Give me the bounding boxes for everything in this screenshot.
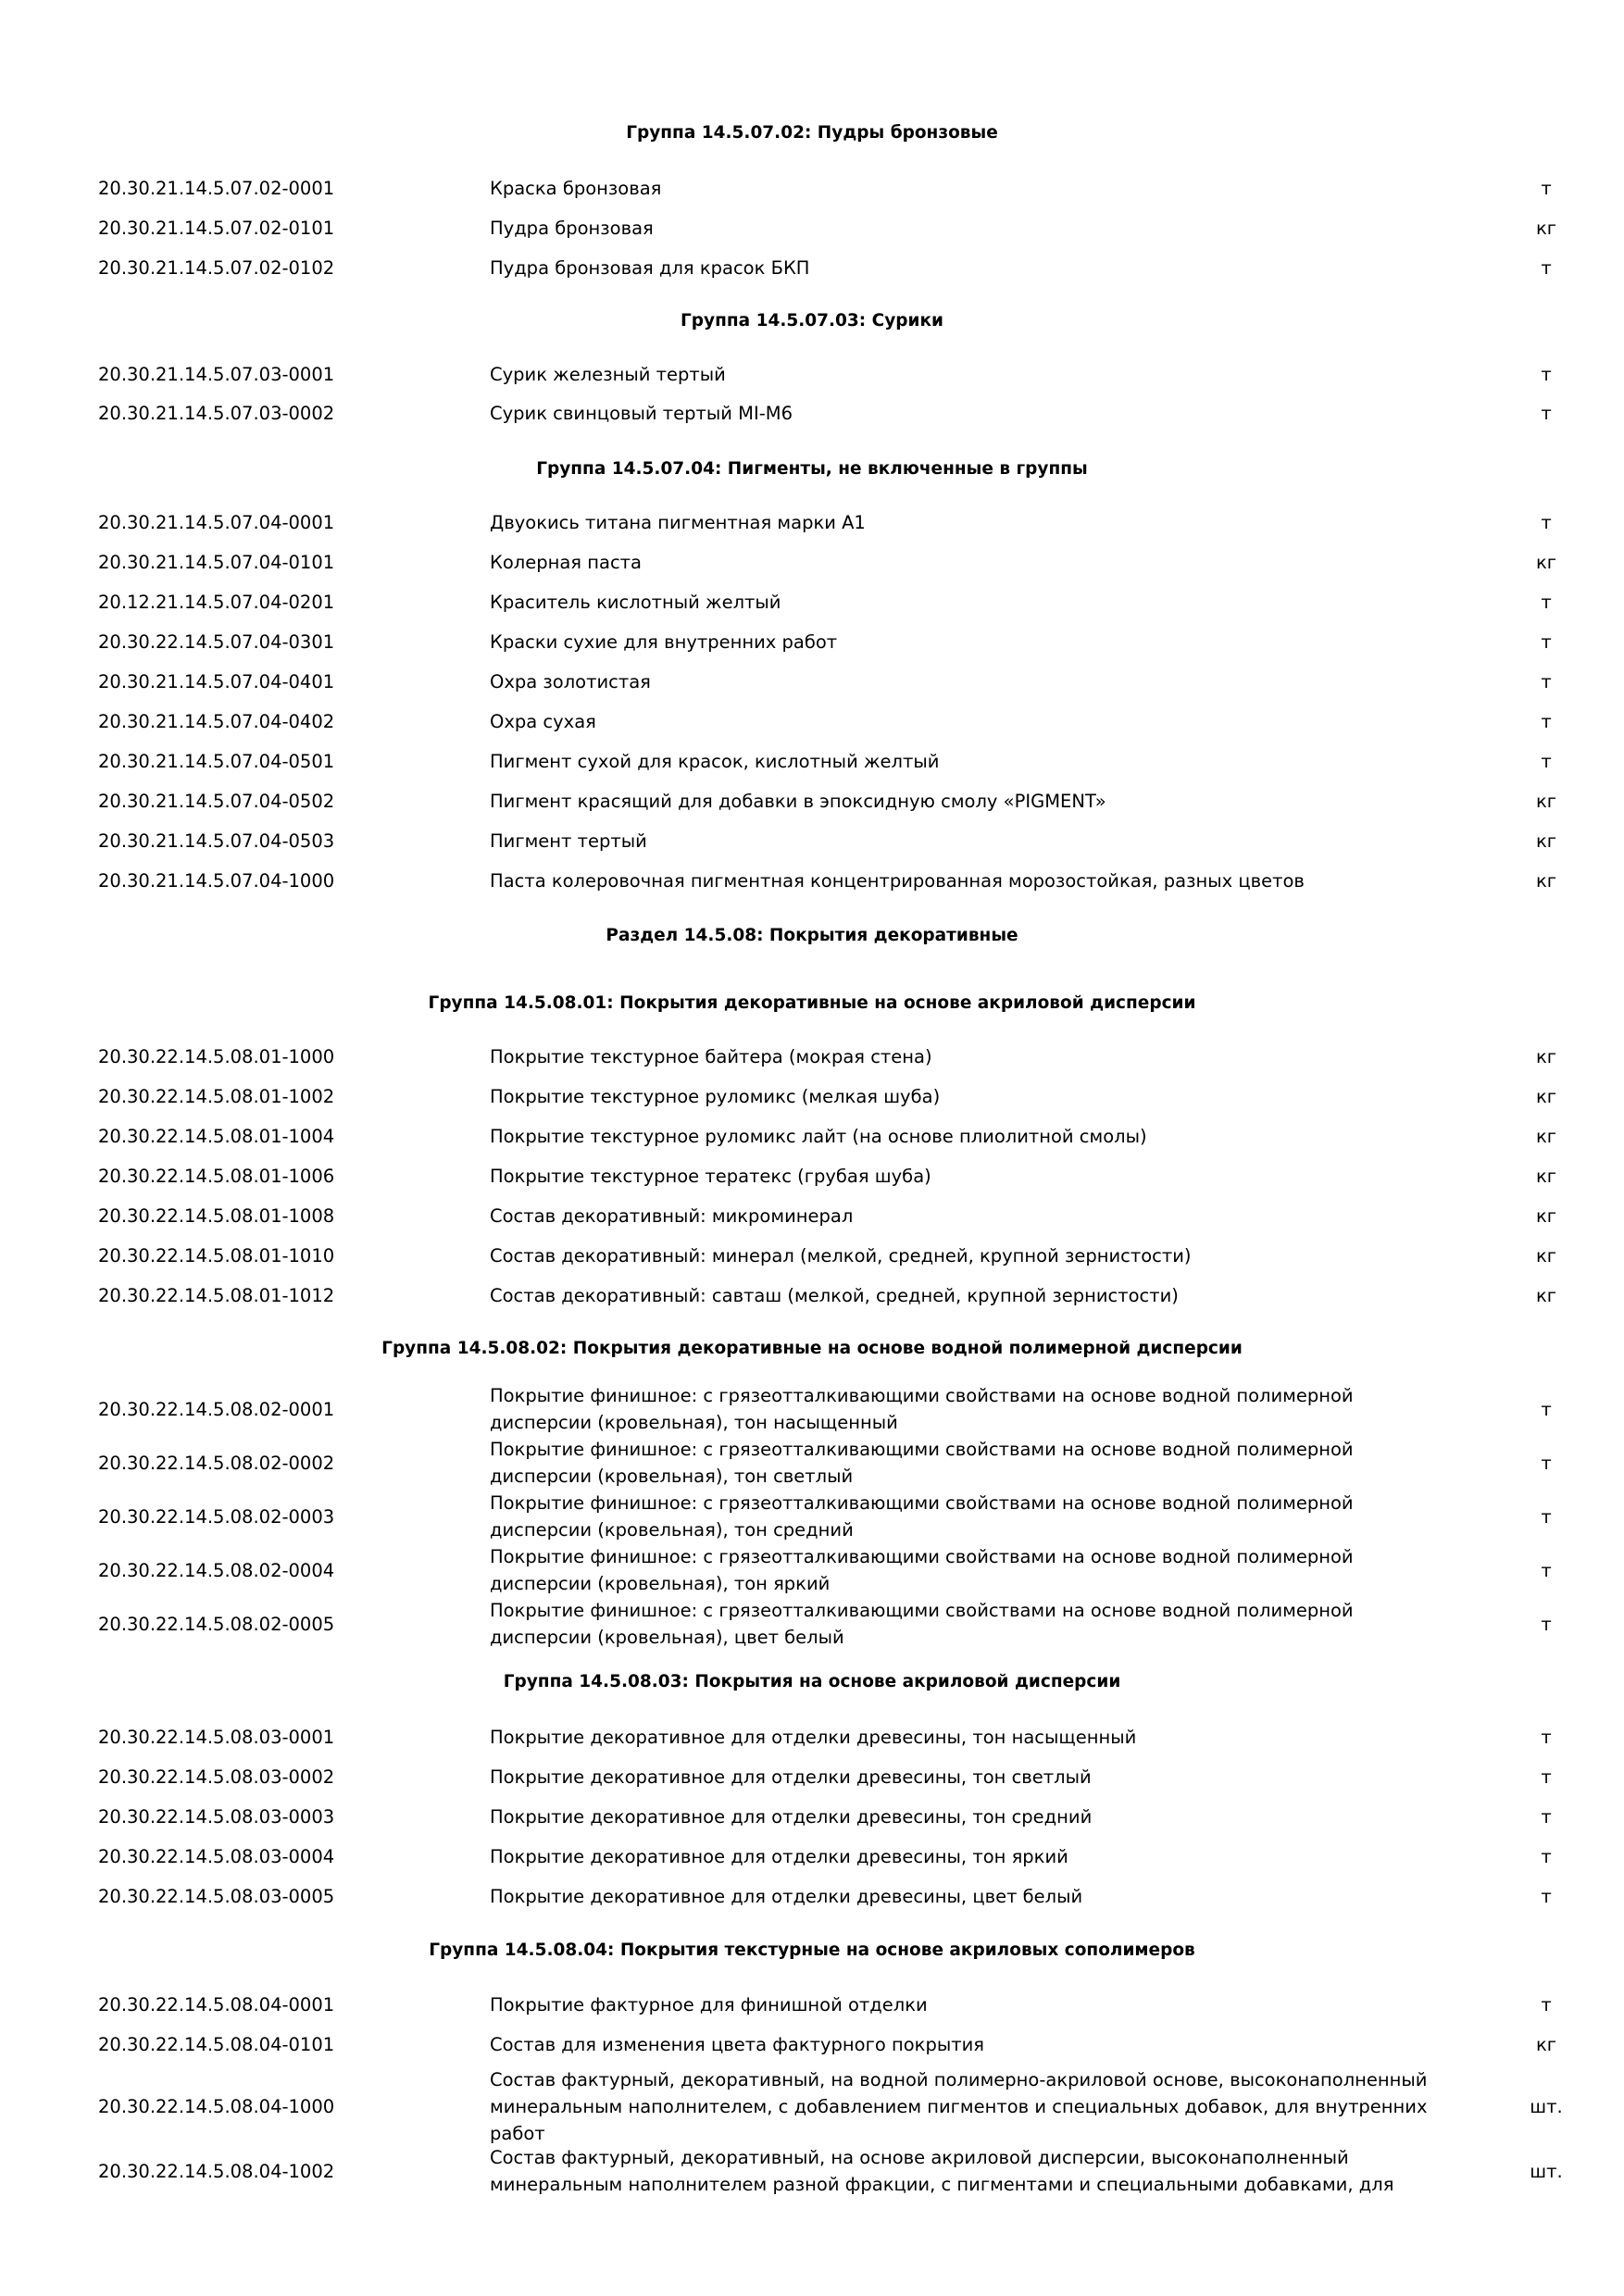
row-code: 20.30.22.14.5.08.01-1002 (98, 1085, 335, 1107)
row-description: Покрытие текстурное тератекс (грубая шуба) (490, 1165, 931, 1187)
row-unit: кг (1535, 1085, 1557, 1107)
row-unit: т (1541, 630, 1552, 653)
row-unit: т (1541, 1505, 1552, 1528)
row-code: 20.30.22.14.5.08.03-0002 (98, 1766, 335, 1788)
row-unit: кг (1535, 2033, 1557, 2055)
row-description: Пигмент тертый (490, 830, 647, 852)
section-header: Группа 14.5.08.03: Покрытия на основе акриловой дисперсии (503, 1672, 1121, 1691)
row-unit: шт. (1530, 2095, 1563, 2117)
row-description: Покрытие фактурное для финишной отделки (490, 1993, 928, 2015)
row-unit: т (1541, 710, 1552, 732)
row-description: Паста колеровочная пигментная концентрированная морозостойкая, разных цветов (490, 869, 1305, 892)
row-description: Покрытие текстурное руломикс (мелкая шуба) (490, 1085, 941, 1107)
row-description: Покрытие декоративное для отделки древесины, тон светлый (490, 1766, 1092, 1788)
row-code: 20.30.22.14.5.08.02-0002 (98, 1452, 335, 1474)
row-code: 20.30.21.14.5.07.04-0001 (98, 511, 335, 533)
row-description: Сурик свинцовый тертый MI-M6 (490, 402, 793, 424)
row-description: Состав фактурный, декоративный, на основе акриловой дисперсии, высоконаполненный минеральным наполнителем разной фракции, с пигментами и специальными добавками, для (490, 2147, 1394, 2195)
row-description: Краска бронзовая (490, 177, 662, 199)
row-unit: кг (1535, 869, 1557, 892)
row-unit: т (1541, 402, 1552, 424)
row-code: 20.30.21.14.5.07.02-0102 (98, 256, 335, 279)
row-code: 20.30.21.14.5.07.04-0503 (98, 830, 335, 852)
row-unit: т (1541, 591, 1552, 613)
row-code: 20.30.21.14.5.07.04-0401 (98, 670, 335, 693)
row-unit: кг (1535, 1165, 1557, 1187)
row-unit: кг (1535, 217, 1557, 239)
row-code: 20.30.22.14.5.08.01-1010 (98, 1244, 335, 1267)
row-unit: кг (1535, 551, 1557, 573)
section-header: Группа 14.5.07.03: Сурики (681, 311, 943, 331)
row-unit: т (1541, 1613, 1552, 1635)
row-unit: т (1541, 511, 1552, 533)
row-description: Покрытие текстурное руломикс лайт (на основе плиолитной смолы) (490, 1125, 1147, 1147)
row-code: 20.30.21.14.5.07.04-0501 (98, 750, 335, 772)
row-code: 20.30.21.14.5.07.03-0001 (98, 363, 335, 385)
row-description: Состав фактурный, декоративный, на водной полимерно-акриловой основе, высоконаполненный минеральным наполнителем, с добавлением пигментов и специальных добавок, для внутренних работ (490, 2068, 1428, 2144)
row-code: 20.30.22.14.5.08.03-0003 (98, 1805, 335, 1828)
row-description: Покрытие декоративное для отделки древесины, тон средний (490, 1805, 1093, 1828)
row-code: 20.30.21.14.5.07.04-0402 (98, 710, 335, 732)
row-unit: т (1541, 1993, 1552, 2015)
row-unit: кг (1535, 1244, 1557, 1267)
row-description: Покрытие декоративное для отделки древесины, тон яркий (490, 1845, 1068, 1867)
row-code: 20.30.22.14.5.08.04-1002 (98, 2160, 335, 2182)
row-unit: т (1541, 1845, 1552, 1867)
section-header: Группа 14.5.08.01: Покрытия декоративные на основе акриловой дисперсии (428, 993, 1196, 1013)
row-description: Охра золотистая (490, 670, 651, 693)
row-description: Сурик железный тертый (490, 363, 726, 385)
section-header: Группа 14.5.08.04: Покрытия текстурные на основе акриловых сополимеров (429, 1940, 1195, 1960)
row-code: 20.30.21.14.5.07.02-0101 (98, 217, 335, 239)
section-header: Группа 14.5.07.04: Пигменты, не включенные в группы (536, 459, 1088, 479)
row-code: 20.30.21.14.5.07.04-0502 (98, 790, 335, 812)
row-description: Состав декоративный: микроминерал (490, 1204, 854, 1227)
row-description: Покрытие финишное: с грязеотталкивающими свойствами на основе водной полимерной дисперсии (кровельная), цвет белый (490, 1600, 1354, 1648)
row-description: Покрытие декоративное для отделки древесины, цвет белый (490, 1885, 1083, 1907)
row-code: 20.12.21.14.5.07.04-0201 (98, 591, 335, 613)
row-description: Пудра бронзовая (490, 217, 654, 239)
row-code: 20.30.21.14.5.07.04-1000 (98, 869, 335, 892)
row-code: 20.30.22.14.5.08.01-1004 (98, 1125, 335, 1147)
row-code: 20.30.22.14.5.08.03-0001 (98, 1726, 335, 1748)
section-header: Раздел 14.5.08: Покрытия декоративные (606, 926, 1018, 945)
row-unit: т (1541, 750, 1552, 772)
row-unit: т (1541, 1885, 1552, 1907)
row-code: 20.30.22.14.5.08.02-0001 (98, 1398, 335, 1420)
row-description: Покрытие текстурное байтера (мокрая стена) (490, 1045, 932, 1067)
section-header: Группа 14.5.07.02: Пудры бронзовые (626, 123, 998, 143)
row-unit: кг (1535, 790, 1557, 812)
row-unit: кг (1535, 830, 1557, 852)
row-unit: кг (1535, 1284, 1557, 1306)
row-code: 20.30.22.14.5.08.01-1008 (98, 1204, 335, 1227)
row-description: Покрытие финишное: с грязеотталкивающими свойствами на основе водной полимерной дисперсии (кровельная), тон средний (490, 1492, 1354, 1541)
row-code: 20.30.22.14.5.08.03-0004 (98, 1845, 335, 1867)
row-unit: кг (1535, 1045, 1557, 1067)
row-code: 20.30.21.14.5.07.02-0001 (98, 177, 335, 199)
row-code: 20.30.22.14.5.08.02-0005 (98, 1613, 335, 1635)
section-header: Группа 14.5.08.02: Покрытия декоративные на основе водной полимерной дисперсии (381, 1339, 1243, 1358)
row-unit: т (1541, 1559, 1552, 1581)
row-unit: шт. (1530, 2160, 1563, 2182)
row-description: Состав для изменения цвета фактурного покрытия (490, 2033, 984, 2055)
row-unit: т (1541, 1452, 1552, 1474)
row-code: 20.30.21.14.5.07.04-0101 (98, 551, 335, 573)
row-description: Покрытие финишное: с грязеотталкивающими свойствами на основе водной полимерной дисперсии (кровельная), тон яркий (490, 1546, 1354, 1594)
row-unit: т (1541, 177, 1552, 199)
row-description: Пигмент красящий для добавки в эпоксидную смолу «PIGMENT» (490, 790, 1106, 812)
row-description: Пудра бронзовая для красок БКП (490, 256, 810, 279)
row-unit: т (1541, 1805, 1552, 1828)
row-description: Охра сухая (490, 710, 596, 732)
row-unit: т (1541, 1726, 1552, 1748)
row-description: Пигмент сухой для красок, кислотный желтый (490, 750, 940, 772)
row-code: 20.30.22.14.5.08.02-0004 (98, 1559, 335, 1581)
row-code: 20.30.22.14.5.08.04-0001 (98, 1993, 335, 2015)
row-description: Покрытие декоративное для отделки древесины, тон насыщенный (490, 1726, 1137, 1748)
row-unit: т (1541, 1766, 1552, 1788)
row-code: 20.30.22.14.5.08.02-0003 (98, 1505, 335, 1528)
row-code: 20.30.21.14.5.07.03-0002 (98, 402, 335, 424)
row-code: 20.30.22.14.5.08.04-0101 (98, 2033, 335, 2055)
row-code: 20.30.22.14.5.08.03-0005 (98, 1885, 335, 1907)
row-description: Колерная паста (490, 551, 642, 573)
row-unit: т (1541, 670, 1552, 693)
row-description: Краситель кислотный желтый (490, 591, 781, 613)
row-unit: т (1541, 256, 1552, 279)
row-code: 20.30.22.14.5.07.04-0301 (98, 630, 335, 653)
row-unit: т (1541, 363, 1552, 385)
row-description: Покрытие финишное: с грязеотталкивающими свойствами на основе водной полимерной дисперсии (кровельная), тон светлый (490, 1439, 1354, 1487)
row-description: Двуокись титана пигментная марки А1 (490, 511, 866, 533)
row-code: 20.30.22.14.5.08.01-1012 (98, 1284, 335, 1306)
row-description: Краски сухие для внутренних работ (490, 630, 838, 653)
row-description: Состав декоративный: минерал (мелкой, средней, крупной зернистости) (490, 1244, 1192, 1267)
row-unit: кг (1535, 1204, 1557, 1227)
row-code: 20.30.22.14.5.08.01-1006 (98, 1165, 335, 1187)
row-unit: кг (1535, 1125, 1557, 1147)
row-unit: т (1541, 1398, 1552, 1420)
row-description: Состав декоративный: савташ (мелкой, средней, крупной зернистости) (490, 1284, 1179, 1306)
row-code: 20.30.22.14.5.08.01-1000 (98, 1045, 335, 1067)
row-description: Покрытие финишное: с грязеотталкивающими свойствами на основе водной полимерной дисперсии (кровельная), тон насыщенный (490, 1385, 1354, 1433)
row-code: 20.30.22.14.5.08.04-1000 (98, 2095, 335, 2117)
